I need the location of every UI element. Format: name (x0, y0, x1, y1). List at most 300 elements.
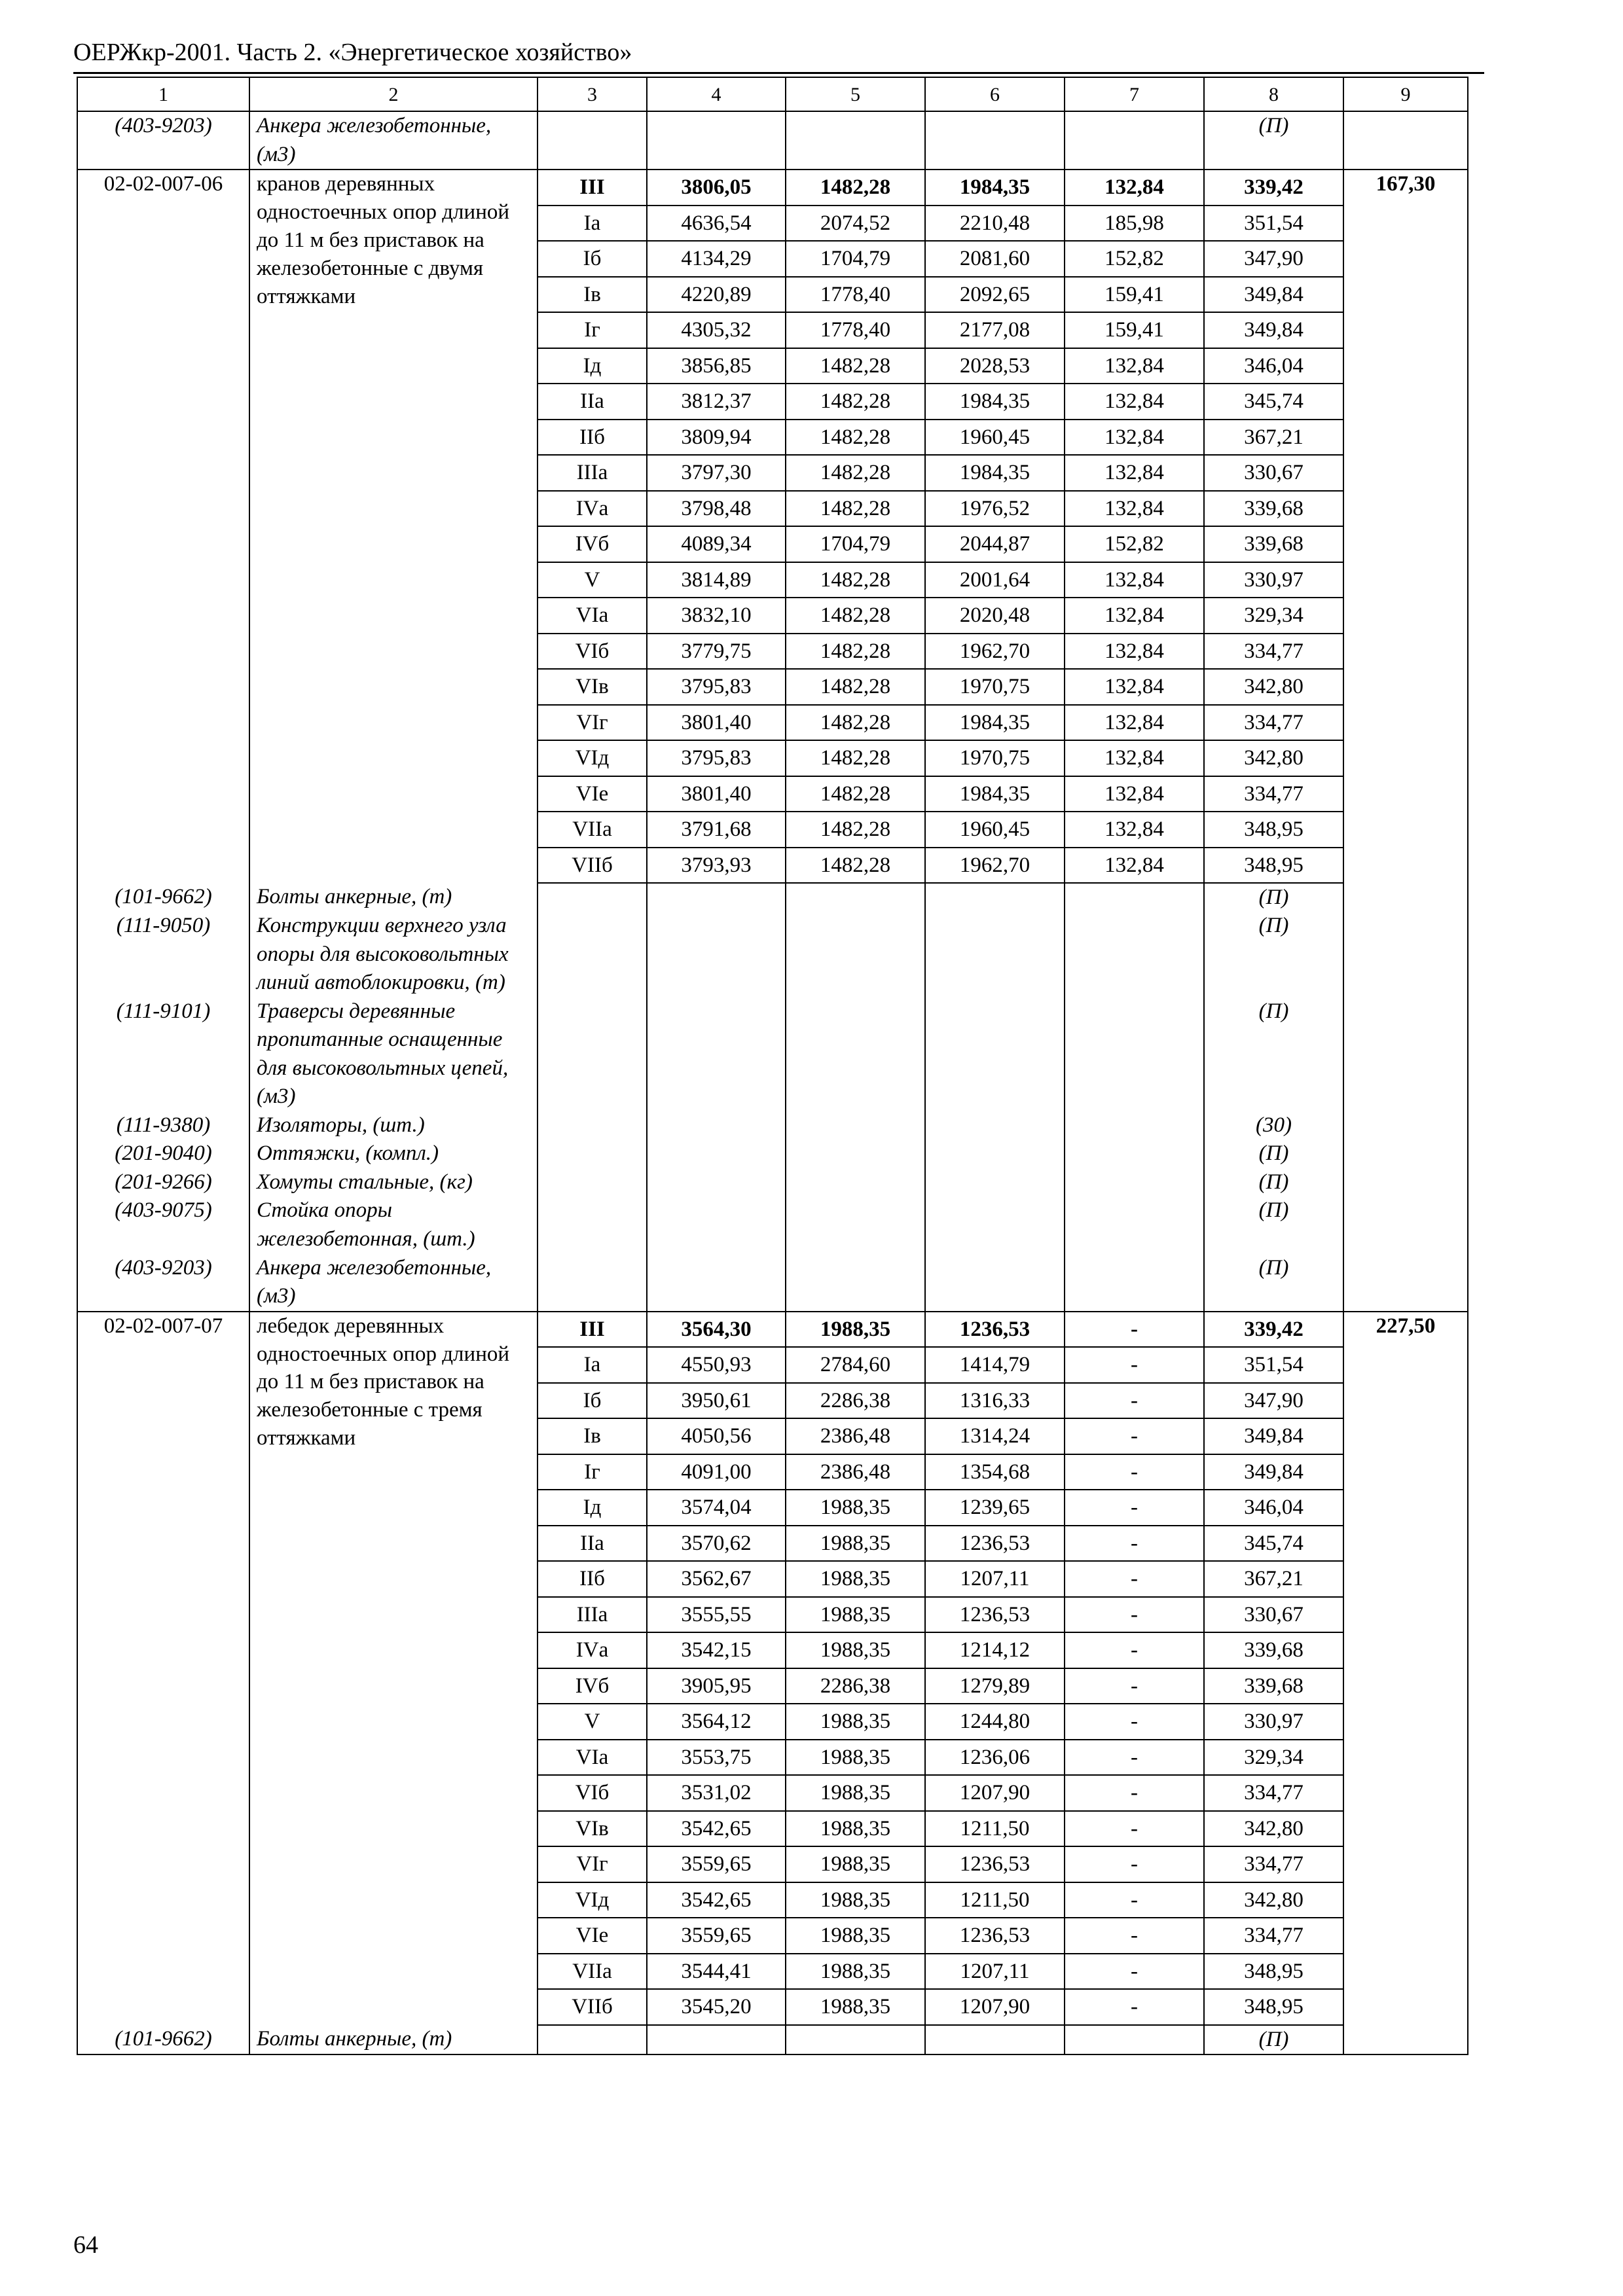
value-col6: 1211,50 (925, 1811, 1065, 1847)
empty-cell (1065, 883, 1204, 912)
value-col7: - (1065, 1846, 1204, 1882)
value-col4: 3542,65 (647, 1882, 786, 1918)
value-col6: 1207,90 (925, 1775, 1065, 1811)
empty-cell (1065, 1139, 1204, 1168)
value-col4: 3793,93 (647, 848, 786, 884)
value-col5: 1482,28 (786, 170, 925, 206)
material-name: Анкера железобетонные, (м3) (249, 111, 538, 170)
value-col5: 1988,35 (786, 1918, 925, 1954)
value-col8: 367,21 (1204, 420, 1343, 456)
material-code: (201-9040) (77, 1139, 249, 1168)
value-col6: 1207,90 (925, 1989, 1065, 2025)
value-col4: 3542,65 (647, 1811, 786, 1847)
empty-cell (786, 1139, 925, 1168)
column-number: 8 (1204, 77, 1343, 111)
zone-cell: Iд (538, 348, 647, 384)
empty-cell (1343, 883, 1468, 912)
zone-cell: Iв (538, 277, 647, 313)
empty-cell (786, 997, 925, 1111)
column-number: 5 (786, 77, 925, 111)
material-name: Стойка опоры железобетонная, (шт.) (249, 1196, 538, 1253)
empty-cell (1343, 1196, 1468, 1253)
value-col8: 346,04 (1204, 1490, 1343, 1526)
value-col7: - (1065, 1704, 1204, 1740)
material-col8: (П) (1204, 883, 1343, 912)
value-col6: 1976,52 (925, 491, 1065, 527)
value-col6: 1960,45 (925, 420, 1065, 456)
value-col6: 1984,35 (925, 705, 1065, 741)
empty-cell (925, 912, 1065, 997)
zone-cell: IVа (538, 1632, 647, 1668)
value-col4: 3555,55 (647, 1597, 786, 1633)
rate-col9: 227,50 (1343, 1312, 1468, 2025)
value-col4: 3814,89 (647, 562, 786, 598)
zone-cell: Iб (538, 241, 647, 277)
empty-cell (647, 1254, 786, 1312)
empty-cell (786, 1254, 925, 1312)
material-row (77, 997, 1468, 1111)
empty-cell (647, 912, 786, 997)
value-col7: 132,84 (1065, 170, 1204, 206)
empty-cell (1065, 2025, 1204, 2054)
zone-cell: Iа (538, 1347, 647, 1383)
value-col5: 2784,60 (786, 1347, 925, 1383)
value-col8: 339,68 (1204, 1632, 1343, 1668)
empty-cell (647, 1196, 786, 1253)
value-col6: 1970,75 (925, 740, 1065, 776)
empty-cell (1343, 1168, 1468, 1197)
value-col8: 342,80 (1204, 669, 1343, 705)
value-col5: 1482,28 (786, 455, 925, 491)
material-row (77, 1196, 1468, 1253)
material-code: (111-9101) (77, 997, 249, 1111)
material-code: (403-9203) (77, 1254, 249, 1312)
value-col5: 1988,35 (786, 1561, 925, 1597)
value-col5: 1704,79 (786, 526, 925, 562)
empty-cell (1343, 1139, 1468, 1168)
value-col7: 159,41 (1065, 312, 1204, 348)
value-col6: 2001,64 (925, 562, 1065, 598)
value-col5: 1988,35 (786, 1882, 925, 1918)
value-col7: 132,84 (1065, 455, 1204, 491)
value-col7: - (1065, 1740, 1204, 1776)
empty-cell (647, 1139, 786, 1168)
value-col7: 132,84 (1065, 384, 1204, 420)
rate-description: кранов деревянных одностоечных опор длиной до 11 м без приставок на железобетонные с двумя оттяжками (249, 170, 538, 883)
empty-cell (647, 2025, 786, 2054)
material-col8: (П) (1204, 912, 1343, 997)
header-rule (73, 72, 1484, 74)
value-col5: 1482,28 (786, 384, 925, 420)
empty-cell (1065, 1196, 1204, 1253)
zone-cell: VIIб (538, 848, 647, 884)
empty-cell (538, 912, 647, 997)
value-col7: - (1065, 1383, 1204, 1419)
value-col5: 1482,28 (786, 705, 925, 741)
value-col5: 1482,28 (786, 598, 925, 634)
value-col7: 132,84 (1065, 776, 1204, 812)
empty-cell (1343, 912, 1468, 997)
value-col5: 1988,35 (786, 1312, 925, 1348)
empty-cell (538, 111, 647, 170)
zone-cell: Iг (538, 312, 647, 348)
value-col7: - (1065, 1954, 1204, 1990)
empty-cell (538, 997, 647, 1111)
zone-cell: VIа (538, 598, 647, 634)
value-col6: 1984,35 (925, 170, 1065, 206)
value-col8: 347,90 (1204, 1383, 1343, 1419)
value-col4: 3798,48 (647, 491, 786, 527)
zone-cell: Iв (538, 1418, 647, 1454)
material-code: (403-9075) (77, 1196, 249, 1253)
empty-cell (925, 1196, 1065, 1253)
value-col8: 334,77 (1204, 1846, 1343, 1882)
material-col8: (П) (1204, 2025, 1343, 2054)
empty-cell (1065, 1254, 1204, 1312)
value-col5: 2074,52 (786, 206, 925, 242)
column-number: 6 (925, 77, 1065, 111)
value-col4: 3562,67 (647, 1561, 786, 1597)
value-col8: 346,04 (1204, 348, 1343, 384)
value-col6: 1962,70 (925, 848, 1065, 884)
value-col4: 3574,04 (647, 1490, 786, 1526)
value-col5: 1988,35 (786, 1704, 925, 1740)
value-col6: 1207,11 (925, 1954, 1065, 1990)
value-col5: 2386,48 (786, 1418, 925, 1454)
value-col4: 3797,30 (647, 455, 786, 491)
value-col8: 348,95 (1204, 848, 1343, 884)
value-col7: 132,84 (1065, 812, 1204, 848)
value-col4: 3570,62 (647, 1526, 786, 1562)
value-col4: 3564,12 (647, 1704, 786, 1740)
value-col6: 1236,53 (925, 1597, 1065, 1633)
material-row (77, 883, 1468, 912)
value-col7: - (1065, 1668, 1204, 1704)
value-col7: - (1065, 1918, 1204, 1954)
value-col4: 3795,83 (647, 669, 786, 705)
value-col7: - (1065, 1347, 1204, 1383)
zone-cell: Iд (538, 1490, 647, 1526)
value-col6: 1211,50 (925, 1882, 1065, 1918)
material-name: Конструкции верхнего узла опоры для высоковольтных линий автоблокировки, (т) (249, 912, 538, 997)
value-col4: 3791,68 (647, 812, 786, 848)
material-code: (111-9380) (77, 1111, 249, 1140)
value-col8: 342,80 (1204, 1882, 1343, 1918)
empty-cell (925, 2025, 1065, 2054)
zone-cell: IVб (538, 526, 647, 562)
material-row (77, 912, 1468, 997)
zone-cell: Iб (538, 1383, 647, 1419)
material-col8: (П) (1204, 1254, 1343, 1312)
value-col8: 330,67 (1204, 1597, 1343, 1633)
value-col4: 3531,02 (647, 1775, 786, 1811)
value-col5: 1482,28 (786, 776, 925, 812)
material-col8: (П) (1204, 1196, 1343, 1253)
value-col7: 132,84 (1065, 634, 1204, 670)
page-header-title: ОЕРЖкр-2001. Часть 2. «Энергетическое хозяйство» (73, 39, 632, 66)
value-col8: 339,68 (1204, 491, 1343, 527)
value-col5: 1988,35 (786, 1597, 925, 1633)
value-col6: 1236,53 (925, 1918, 1065, 1954)
material-code: (101-9662) (77, 2025, 249, 2054)
rate-col9: 167,30 (1343, 170, 1468, 883)
material-col8: (П) (1204, 1139, 1343, 1168)
value-col4: 4220,89 (647, 277, 786, 313)
zone-cell: IIб (538, 1561, 647, 1597)
value-col7: - (1065, 1632, 1204, 1668)
zone-cell: VIд (538, 1882, 647, 1918)
zone-cell: VIг (538, 705, 647, 741)
empty-cell (647, 883, 786, 912)
zone-cell: VIе (538, 1918, 647, 1954)
value-col6: 1236,06 (925, 1740, 1065, 1776)
rate-code: 02-02-007-06 (77, 170, 249, 883)
value-col6: 2092,65 (925, 277, 1065, 313)
column-number: 3 (538, 77, 647, 111)
column-number: 4 (647, 77, 786, 111)
value-col7: - (1065, 1454, 1204, 1490)
value-col4: 3801,40 (647, 776, 786, 812)
empty-cell (925, 1168, 1065, 1197)
value-col4: 3553,75 (647, 1740, 786, 1776)
zone-cell: IIIа (538, 455, 647, 491)
value-col4: 3809,94 (647, 420, 786, 456)
column-number: 9 (1343, 77, 1468, 111)
value-col5: 1482,28 (786, 348, 925, 384)
value-col7: - (1065, 1418, 1204, 1454)
column-number: 2 (249, 77, 538, 111)
value-col5: 1482,28 (786, 634, 925, 670)
value-col4: 4050,56 (647, 1418, 786, 1454)
value-col8: 339,68 (1204, 1668, 1343, 1704)
value-col7: - (1065, 1312, 1204, 1348)
empty-cell (538, 1139, 647, 1168)
value-col5: 1988,35 (786, 1632, 925, 1668)
value-col7: 132,84 (1065, 669, 1204, 705)
value-col8: 349,84 (1204, 1454, 1343, 1490)
value-col6: 1960,45 (925, 812, 1065, 848)
value-col8: 342,80 (1204, 1811, 1343, 1847)
value-col8: 339,68 (1204, 526, 1343, 562)
value-col7: - (1065, 1882, 1204, 1918)
zone-cell: III (538, 1312, 647, 1348)
value-col4: 3559,65 (647, 1846, 786, 1882)
zone-cell: VIе (538, 776, 647, 812)
value-col6: 1236,53 (925, 1312, 1065, 1348)
value-col8: 334,77 (1204, 634, 1343, 670)
value-col4: 4550,93 (647, 1347, 786, 1383)
value-col6: 1984,35 (925, 455, 1065, 491)
empty-cell (1343, 2025, 1468, 2054)
material-name: Анкера железобетонные, (м3) (249, 1254, 538, 1312)
value-col6: 1414,79 (925, 1347, 1065, 1383)
value-col7: - (1065, 1989, 1204, 2025)
empty-cell (1343, 111, 1468, 170)
value-col6: 2028,53 (925, 348, 1065, 384)
empty-cell (538, 2025, 647, 2054)
zone-cell: VIд (538, 740, 647, 776)
value-col4: 3542,15 (647, 1632, 786, 1668)
value-col7: 159,41 (1065, 277, 1204, 313)
empty-cell (538, 1111, 647, 1140)
empty-cell (538, 883, 647, 912)
empty-cell (1065, 111, 1204, 170)
zone-cell: VIIа (538, 1954, 647, 1990)
zone-cell: IIIа (538, 1597, 647, 1633)
value-col8: 330,97 (1204, 562, 1343, 598)
value-col4: 4089,34 (647, 526, 786, 562)
empty-cell (1343, 1111, 1468, 1140)
value-col8: 334,77 (1204, 705, 1343, 741)
material-col8: (П) (1204, 997, 1343, 1111)
material-row (77, 1111, 1468, 1140)
value-col8: 329,34 (1204, 1740, 1343, 1776)
zone-cell: VIв (538, 669, 647, 705)
material-name: Болты анкерные, (т) (249, 883, 538, 912)
value-col5: 1482,28 (786, 491, 925, 527)
value-col6: 1970,75 (925, 669, 1065, 705)
value-col7: 132,84 (1065, 598, 1204, 634)
column-number: 1 (77, 77, 249, 111)
value-col6: 1984,35 (925, 384, 1065, 420)
empty-cell (538, 1168, 647, 1197)
column-numbers-row (77, 77, 1468, 111)
rate-code: 02-02-007-07 (77, 1312, 249, 2025)
value-col8: 334,77 (1204, 776, 1343, 812)
zone-cell: VIIб (538, 1989, 647, 2025)
value-col8: 329,34 (1204, 598, 1343, 634)
value-col6: 1239,65 (925, 1490, 1065, 1526)
empty-cell (647, 111, 786, 170)
value-col4: 3801,40 (647, 705, 786, 741)
value-col7: 132,84 (1065, 348, 1204, 384)
value-col4: 3950,61 (647, 1383, 786, 1419)
value-col8: 345,74 (1204, 384, 1343, 420)
value-col8: 330,97 (1204, 1704, 1343, 1740)
value-col8: 348,95 (1204, 1989, 1343, 2025)
value-col6: 1984,35 (925, 776, 1065, 812)
empty-cell (925, 1139, 1065, 1168)
value-col4: 3905,95 (647, 1668, 786, 1704)
empty-cell (1065, 912, 1204, 997)
material-name: Траверсы деревянные пропитанные оснащенные для высоковольтных цепей, (м3) (249, 997, 538, 1111)
zone-cell: VIIа (538, 812, 647, 848)
value-col8: 351,54 (1204, 206, 1343, 242)
table-row (77, 1312, 1468, 1348)
value-col5: 1482,28 (786, 812, 925, 848)
empty-cell (786, 1196, 925, 1253)
zone-cell: IIа (538, 1526, 647, 1562)
value-col8: 349,84 (1204, 277, 1343, 313)
zone-cell: IIб (538, 420, 647, 456)
value-col6: 2044,87 (925, 526, 1065, 562)
value-col6: 2020,48 (925, 598, 1065, 634)
value-col5: 1482,28 (786, 420, 925, 456)
value-col8: 342,80 (1204, 740, 1343, 776)
value-col8: 339,42 (1204, 1312, 1343, 1348)
value-col8: 347,90 (1204, 241, 1343, 277)
value-col6: 1214,12 (925, 1632, 1065, 1668)
value-col8: 349,84 (1204, 1418, 1343, 1454)
value-col5: 1988,35 (786, 1490, 925, 1526)
zone-cell: V (538, 562, 647, 598)
value-col4: 3812,37 (647, 384, 786, 420)
material-name: Хомуты стальные, (кг) (249, 1168, 538, 1197)
empty-cell (925, 883, 1065, 912)
value-col6: 1236,53 (925, 1846, 1065, 1882)
value-col6: 1244,80 (925, 1704, 1065, 1740)
empty-cell (925, 111, 1065, 170)
value-col7: 132,84 (1065, 491, 1204, 527)
empty-cell (1343, 997, 1468, 1111)
empty-cell (647, 997, 786, 1111)
rates-table (77, 77, 1468, 2055)
value-col8: 345,74 (1204, 1526, 1343, 1562)
value-col5: 1778,40 (786, 277, 925, 313)
empty-cell (786, 1168, 925, 1197)
value-col4: 3779,75 (647, 634, 786, 670)
empty-cell (925, 1111, 1065, 1140)
empty-cell (925, 997, 1065, 1111)
material-row (77, 111, 1468, 170)
empty-cell (1065, 1168, 1204, 1197)
empty-cell (1343, 1254, 1468, 1312)
value-col7: - (1065, 1597, 1204, 1633)
material-row (77, 1168, 1468, 1197)
zone-cell: VIб (538, 634, 647, 670)
zone-cell: VIв (538, 1811, 647, 1847)
value-col5: 1704,79 (786, 241, 925, 277)
value-col6: 1279,89 (925, 1668, 1065, 1704)
empty-cell (925, 1254, 1065, 1312)
value-col8: 349,84 (1204, 312, 1343, 348)
value-col5: 2386,48 (786, 1454, 925, 1490)
empty-cell (786, 2025, 925, 2054)
value-col6: 2081,60 (925, 241, 1065, 277)
value-col5: 1482,28 (786, 848, 925, 884)
value-col8: 339,42 (1204, 170, 1343, 206)
value-col4: 3564,30 (647, 1312, 786, 1348)
material-name: Болты анкерные, (т) (249, 2025, 538, 2054)
value-col6: 2210,48 (925, 206, 1065, 242)
rate-description: лебедок деревянных одностоечных опор длиной до 11 м без приставок на железобетонные с тремя оттяжками (249, 1312, 538, 2025)
material-col8: (П) (1204, 111, 1343, 170)
value-col5: 1482,28 (786, 740, 925, 776)
value-col4: 4134,29 (647, 241, 786, 277)
value-col4: 3544,41 (647, 1954, 786, 1990)
value-col8: 348,95 (1204, 1954, 1343, 1990)
value-col7: 152,82 (1065, 241, 1204, 277)
empty-cell (786, 1111, 925, 1140)
zone-cell: IVа (538, 491, 647, 527)
value-col7: 132,84 (1065, 420, 1204, 456)
empty-cell (786, 912, 925, 997)
zone-cell: VIг (538, 1846, 647, 1882)
value-col6: 1314,24 (925, 1418, 1065, 1454)
material-col8: (30) (1204, 1111, 1343, 1140)
value-col5: 1482,28 (786, 562, 925, 598)
page-number: 64 (73, 2231, 98, 2259)
value-col8: 367,21 (1204, 1561, 1343, 1597)
value-col4: 4636,54 (647, 206, 786, 242)
value-col6: 1316,33 (925, 1383, 1065, 1419)
value-col5: 1988,35 (786, 1775, 925, 1811)
value-col7: 132,84 (1065, 848, 1204, 884)
zone-cell: V (538, 1704, 647, 1740)
value-col8: 334,77 (1204, 1775, 1343, 1811)
empty-cell (647, 1168, 786, 1197)
value-col8: 348,95 (1204, 812, 1343, 848)
